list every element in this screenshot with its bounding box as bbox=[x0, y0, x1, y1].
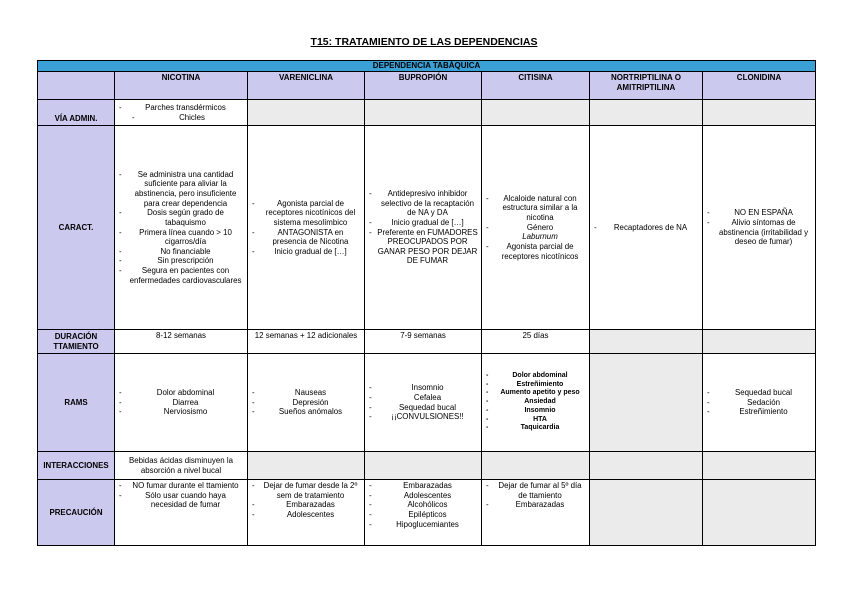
list-item: - Depresión bbox=[251, 398, 361, 408]
header-empty bbox=[38, 72, 115, 100]
list-item: - Dejar de fumar al 5º día de ttamiento bbox=[485, 481, 586, 500]
table-row bbox=[38, 452, 816, 480]
list-item: - Inicio gradual de […] bbox=[368, 218, 478, 228]
list-item: - Recaptadores de NA bbox=[593, 223, 699, 233]
list-item: - Hipoglucemiantes bbox=[368, 520, 478, 530]
cell-caract-clonidina bbox=[703, 126, 816, 330]
list-item: - Taquicardia bbox=[485, 424, 586, 433]
cell-via-nicotina bbox=[115, 100, 248, 126]
list-item: - Dolor abdominal bbox=[118, 388, 244, 398]
list-item: - ¡¡CONVULSIONES!! bbox=[368, 412, 478, 422]
cell-empty bbox=[703, 480, 816, 546]
row-label-precaucion: PRECAUCIÓN bbox=[38, 480, 115, 546]
cell-empty bbox=[703, 452, 816, 480]
list-item: - Estreñimiento bbox=[706, 407, 812, 417]
list-item: - Agonista parcial de receptores nicotínicos del sistema mesolímbico bbox=[251, 199, 361, 228]
cell-empty bbox=[365, 452, 482, 480]
list-item: - Embarazadas bbox=[368, 481, 478, 491]
list-item: - Parches transdérmicos bbox=[118, 103, 244, 113]
list-item: - No financiable bbox=[118, 247, 244, 257]
list-item: - Nauseas bbox=[251, 388, 361, 398]
table-row bbox=[38, 354, 816, 452]
row-label-caract: CARACT. bbox=[38, 126, 115, 330]
list-item: - ANTAGONISTA en presencia de Nicotina bbox=[251, 228, 361, 247]
cell-caract-nicotina bbox=[115, 126, 248, 330]
list-item: - Alcohólicos bbox=[368, 500, 478, 510]
cell-empty bbox=[248, 452, 365, 480]
cell-empty bbox=[703, 100, 816, 126]
list-item: - Adolescentes bbox=[251, 510, 361, 520]
list-item: - Sequedad bucal bbox=[706, 388, 812, 398]
cell-precaucion-vareniclina bbox=[248, 480, 365, 546]
list-item: - NO EN ESPAÑA bbox=[706, 208, 812, 218]
cell-duracion-vareniclina: 12 semanas + 12 adicionales bbox=[248, 330, 365, 354]
cell-empty bbox=[590, 452, 703, 480]
list-item: - Ansiedad bbox=[485, 398, 586, 407]
cell-interacciones-nicotina: Bebidas ácidas disminuyen la absorción a nivel bucal bbox=[115, 452, 248, 480]
cell-empty bbox=[482, 452, 590, 480]
col-header-vareniclina: VARENICLINA bbox=[248, 72, 365, 100]
cell-rams-bupropion bbox=[365, 354, 482, 452]
table-row bbox=[38, 100, 816, 126]
cell-caract-vareniclina bbox=[248, 126, 365, 330]
cell-empty bbox=[590, 330, 703, 354]
cell-empty bbox=[703, 330, 816, 354]
document-title: T15: TRATAMIENTO DE LAS DEPENDENCIAS bbox=[310, 36, 538, 48]
dependency-table bbox=[37, 60, 816, 546]
cell-empty bbox=[590, 354, 703, 452]
list-item: - Sedación bbox=[706, 398, 812, 408]
cell-duracion-citisina: 25 días bbox=[482, 330, 590, 354]
cell-duracion-bupropion: 7-9 semanas bbox=[365, 330, 482, 354]
col-header-nicotina: NICOTINA bbox=[115, 72, 248, 100]
cell-empty bbox=[248, 100, 365, 126]
list-item: - Alcaloide natural con estructura similar a la nicotina bbox=[485, 194, 586, 223]
list-item: - Embarazadas bbox=[485, 500, 586, 510]
list-item: - Agonista parcial de receptores nicotínicos bbox=[485, 242, 586, 261]
list-item: - Inicio gradual de […] bbox=[251, 247, 361, 257]
col-header-bupropion: BUPROPIÓN bbox=[365, 72, 482, 100]
list-item: - Se administra una cantidad suficiente para aliviar la abstinencia, pero insuficiente para crear dependencia bbox=[118, 170, 244, 209]
list-item: - Sólo usar cuando haya necesidad de fumar bbox=[118, 491, 244, 510]
cell-precaucion-citisina bbox=[482, 480, 590, 546]
cell-caract-nortriptilina bbox=[590, 126, 703, 330]
table-row bbox=[38, 126, 816, 330]
list-item: - HTA bbox=[485, 416, 586, 425]
list-item: - Dolor abdominal bbox=[485, 372, 586, 381]
cell-empty bbox=[590, 100, 703, 126]
list-item: - Embarazadas bbox=[251, 500, 361, 510]
cell-precaucion-bupropion bbox=[365, 480, 482, 546]
col-header-clonidina: CLONIDINA bbox=[703, 72, 816, 100]
col-header-nortriptilina: NORTRIPTILINA O AMITRIPTILINA bbox=[590, 72, 703, 100]
list-item: - Adolescentes bbox=[368, 491, 478, 501]
list-item: - Epilépticos bbox=[368, 510, 478, 520]
cell-precaucion-nicotina bbox=[115, 480, 248, 546]
table-row bbox=[38, 480, 816, 546]
list-item: - Dejar de fumar desde la 2º sem de tratamiento bbox=[251, 481, 361, 500]
cell-duracion-nicotina: 8-12 semanas bbox=[115, 330, 248, 354]
list-item: - NO fumar durante el ttamiento bbox=[118, 481, 244, 491]
cell-rams-citisina bbox=[482, 354, 590, 452]
table-banner: DEPENDENCIA TABÁQUICA bbox=[38, 61, 816, 72]
list-item: - Antidepresivo inhibidor selectivo de la recaptación de NA y DA bbox=[368, 189, 478, 218]
list-item: - Estreñimiento bbox=[485, 381, 586, 390]
cell-empty bbox=[482, 100, 590, 126]
list-item: - Género bbox=[485, 223, 586, 233]
cell-rams-vareniclina bbox=[248, 354, 365, 452]
list-item: - Insomnio bbox=[368, 383, 478, 393]
list-item: Laburnum bbox=[522, 232, 558, 242]
list-item: - Sequedad bucal bbox=[368, 403, 478, 413]
list-item: - Sueños anómalos bbox=[251, 407, 361, 417]
cell-rams-clonidina bbox=[703, 354, 816, 452]
list-item: - Segura en pacientes con enfermedades cardiovasculares bbox=[118, 266, 244, 285]
cell-empty bbox=[365, 100, 482, 126]
row-label-rams: RAMS bbox=[38, 354, 115, 452]
table-row bbox=[38, 330, 816, 354]
list-item: - Primera línea cuando > 10 cigarros/día bbox=[118, 228, 244, 247]
list-item: - Sin prescripción bbox=[118, 256, 244, 266]
cell-caract-bupropion bbox=[365, 126, 482, 330]
list-item: - Nerviosismo bbox=[118, 407, 244, 417]
list-item: - Insomnio bbox=[485, 407, 586, 416]
list-item: - Preferente en FUMADORES PREOCUPADOS POR GANAR PESO POR DEJAR DE FUMAR bbox=[368, 228, 478, 267]
cell-rams-nicotina bbox=[115, 354, 248, 452]
list-item: - Aumento apetito y peso bbox=[485, 389, 586, 398]
header-row bbox=[38, 72, 816, 100]
cell-caract-citisina bbox=[482, 126, 590, 330]
list-item: - Diarrea bbox=[118, 398, 244, 408]
list-item: - Alivio síntomas de abstinencia (irritabilidad y deseo de fumar) bbox=[706, 218, 812, 247]
list-item: - Dosis según grado de tabaquismo bbox=[118, 208, 244, 227]
cell-empty bbox=[590, 480, 703, 546]
col-header-citisina: CITISINA bbox=[482, 72, 590, 100]
list-item: - Chicles bbox=[118, 113, 244, 123]
row-label-via: VÍA ADMIN. bbox=[38, 100, 115, 126]
row-label-interacciones: INTERACCIONES bbox=[38, 452, 115, 480]
row-label-duracion: DURACIÓN TTAMIENTO bbox=[38, 330, 115, 354]
list-item: - Cefalea bbox=[368, 393, 478, 403]
banner-row bbox=[38, 61, 816, 72]
